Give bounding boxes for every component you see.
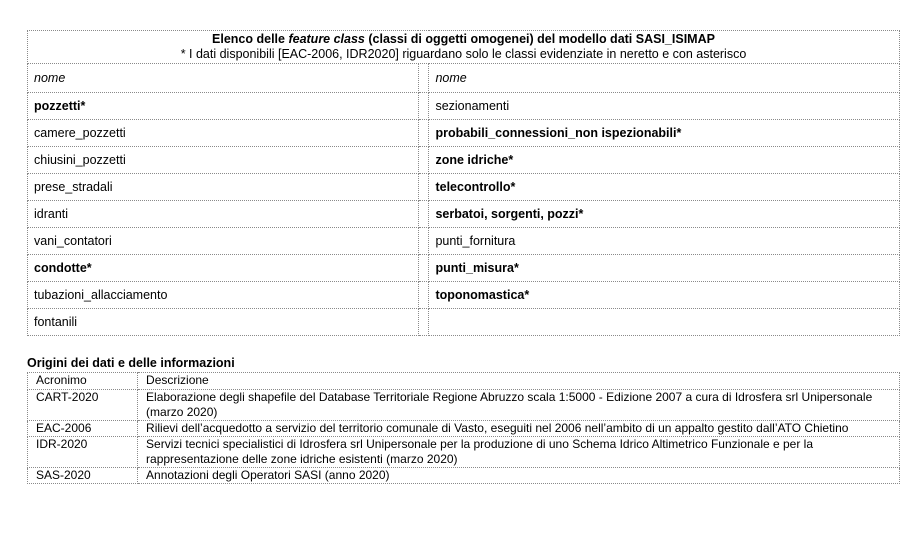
feature-class-right: toponomastica* — [429, 282, 900, 309]
origins-title: Origini dei dati e delle informazioni — [27, 356, 235, 370]
table-row — [28, 390, 900, 421]
feature-class-left: pozzetti* — [28, 93, 419, 120]
feature-class-right: punti_misura* — [429, 255, 900, 282]
description-cell: Rilievi dell’acquedotto a servizio del territorio comunale di Vasto, eseguiti nel 2006 nell’ambito di un appalto gestito dall’ATO Chietino — [138, 421, 900, 437]
feature-class-left: chiusini_pozzetti — [28, 147, 419, 174]
acronym-cell: IDR-2020 — [28, 437, 138, 468]
feature-class-left: condotte* — [28, 255, 419, 282]
acronym-column-header: Acronimo — [28, 373, 138, 390]
feature-class-right: serbatoi, sorgenti, pozzi* — [429, 201, 900, 228]
table-row — [28, 147, 900, 174]
acronym-cell: CART-2020 — [28, 390, 138, 421]
feature-class-left: vani_contatori — [28, 228, 419, 255]
column-gap — [418, 120, 429, 147]
feature-table-note: * I dati disponibili [EAC-2006, IDR2020] riguardano solo le classi evidenziate in neretto e con asterisco — [180, 47, 747, 61]
title-part-1: Elenco delle — [212, 32, 289, 46]
column-gap — [418, 147, 429, 174]
description-cell: Elaborazione degli shapefile del Database Territoriale Regione Abruzzo scala 1:5000 - Edizione 2007 a cura di Idrosfera srl Unipersonale (marzo 2020) — [138, 390, 900, 421]
feature-class-left: camere_pozzetti — [28, 120, 419, 147]
left-column-header: nome — [28, 64, 419, 93]
title-part-italic: feature class — [288, 32, 365, 46]
table-row — [28, 468, 900, 484]
table-row — [28, 201, 900, 228]
origins-table — [27, 372, 900, 484]
origins-header-row — [28, 373, 900, 390]
feature-class-right: punti_fornitura — [429, 228, 900, 255]
feature-class-left: tubazioni_allacciamento — [28, 282, 419, 309]
column-gap — [418, 255, 429, 282]
feature-class-right: telecontrollo* — [429, 174, 900, 201]
column-gap — [418, 282, 429, 309]
feature-class-right: sezionamenti — [429, 93, 900, 120]
column-gap — [418, 64, 429, 93]
table-row — [28, 228, 900, 255]
column-gap — [418, 309, 429, 336]
feature-class-left: fontanili — [28, 309, 419, 336]
feature-table-header-cell — [28, 31, 900, 64]
table-row — [28, 421, 900, 437]
feature-class-left: idranti — [28, 201, 419, 228]
feature-table-title — [34, 32, 893, 47]
description-cell: Annotazioni degli Operatori SASI (anno 2020) — [138, 468, 900, 484]
column-gap — [418, 174, 429, 201]
feature-class-right: zone idriche* — [429, 147, 900, 174]
table-row — [28, 437, 900, 468]
table-row — [28, 93, 900, 120]
feature-class-left: prese_stradali — [28, 174, 419, 201]
table-row — [28, 309, 900, 336]
feature-class-right: probabili_connessioni_non ispezionabili* — [429, 120, 900, 147]
feature-table-column-headers — [28, 64, 900, 93]
acronym-cell: EAC-2006 — [28, 421, 138, 437]
feature-class-table — [27, 30, 900, 336]
column-gap — [418, 93, 429, 120]
table-row — [28, 120, 900, 147]
table-row — [28, 255, 900, 282]
right-column-header: nome — [429, 64, 900, 93]
table-row — [28, 174, 900, 201]
description-cell: Servizi tecnici specialistici di Idrosfera srl Unipersonale per la produzione di uno Schema Idrico Altimetrico Funzionale e per la rappresentazione delle zone idriche esistenti (marzo 2020) — [138, 437, 900, 468]
description-column-header: Descrizione — [138, 373, 900, 390]
table-row — [28, 282, 900, 309]
feature-class-right — [429, 309, 900, 336]
title-part-2: (classi di oggetti omogenei) del modello dati SASI_ISIMAP — [364, 32, 715, 46]
feature-table-header — [28, 31, 900, 64]
column-gap — [418, 228, 429, 255]
acronym-cell: SAS-2020 — [28, 468, 138, 484]
column-gap — [418, 201, 429, 228]
